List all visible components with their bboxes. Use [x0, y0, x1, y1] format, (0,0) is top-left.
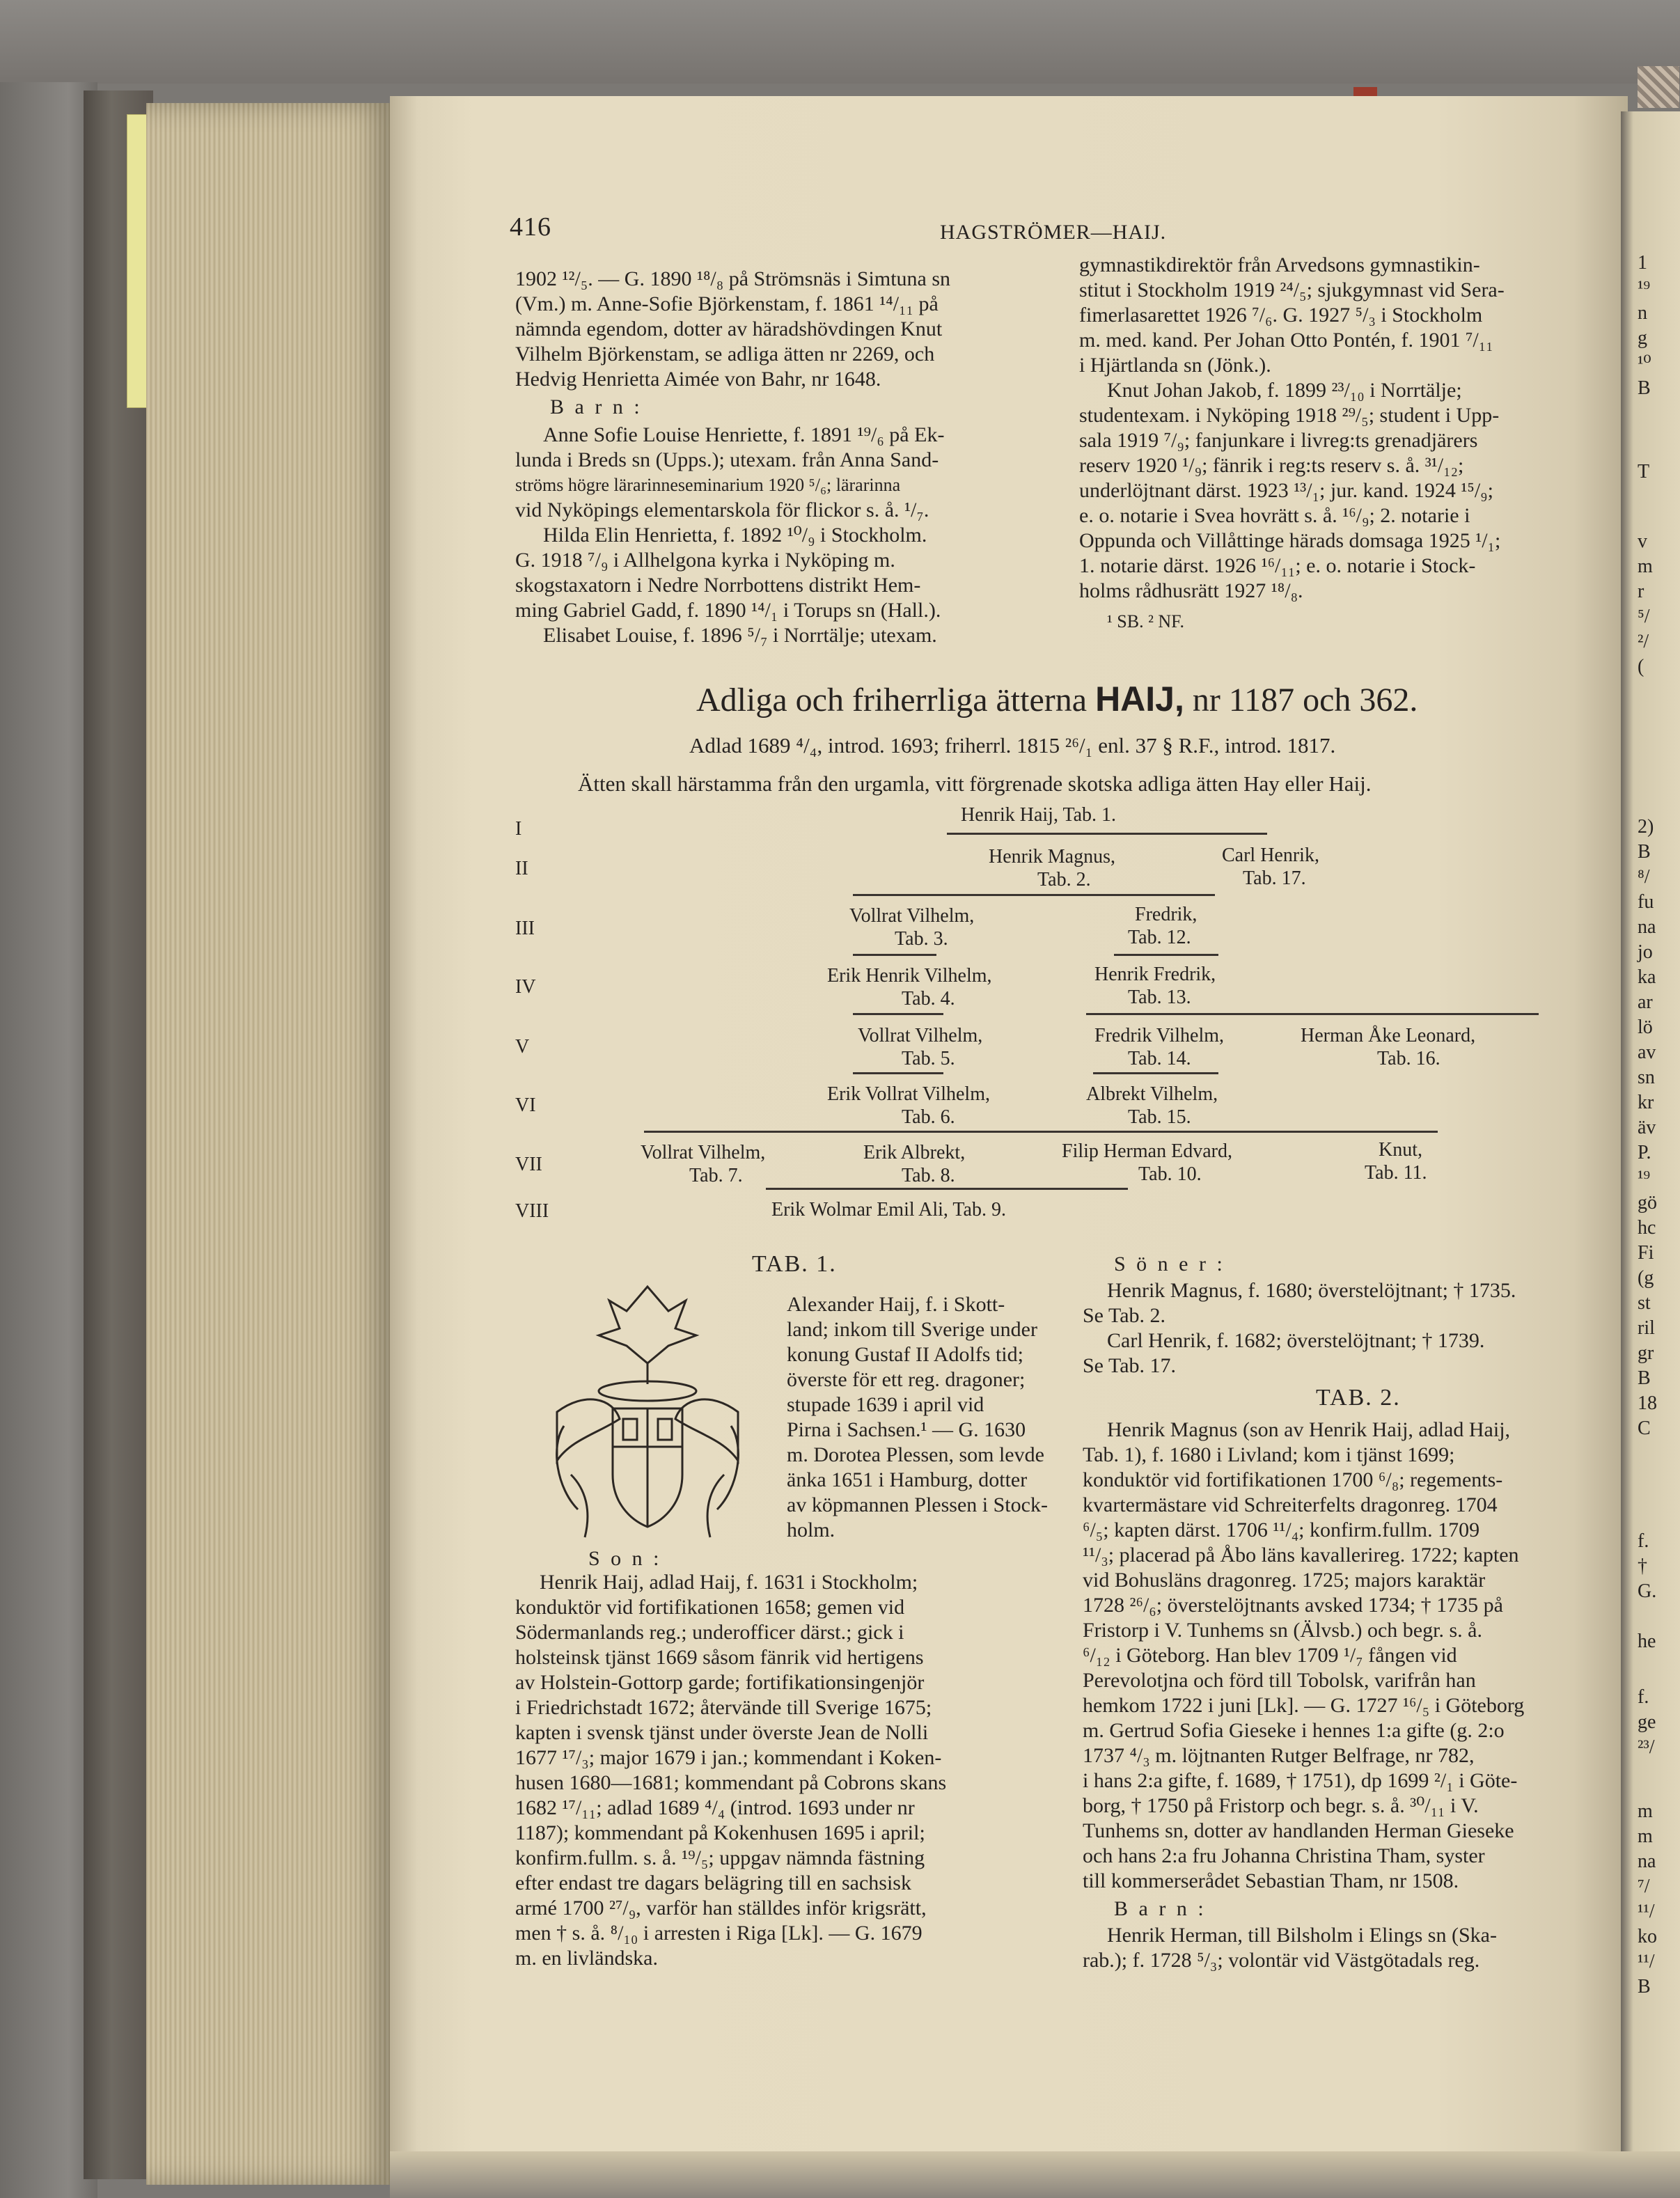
fragment-text: 1: [1638, 252, 1647, 274]
bracket: [766, 1188, 1128, 1190]
text-line: 1677 ¹⁷/₃; major 1679 i jan.; kommendant i Koken-: [515, 1746, 942, 1769]
fragment-text: n: [1638, 302, 1647, 324]
gen-node: Tab. 2.: [1037, 869, 1091, 890]
fragment-text: ril: [1638, 1317, 1655, 1339]
book-page: [390, 96, 1628, 2181]
text-line: land; inkom till Sverige under: [787, 1318, 1037, 1341]
fragment-text: jo: [1638, 941, 1653, 963]
text-line: holms rådhusrätt 1927 ¹⁸/₈.: [1079, 579, 1303, 602]
tab1-heading: TAB. 1.: [752, 1251, 837, 1277]
gen-node: Tab. 11.: [1365, 1162, 1427, 1184]
fragment-text: ¹⁹: [1638, 277, 1651, 299]
gen-node: Vollrat Vilhelm,: [849, 905, 975, 927]
gen-node: Tab. 3.: [895, 928, 948, 950]
text-line: efter endast tre dagars belägring till en sachsisk: [515, 1871, 911, 1894]
text-line: Henrik Haij, adlad Haij, f. 1631 i Stockholm;: [540, 1571, 918, 1594]
gen-node: Erik Albrekt,: [863, 1142, 966, 1163]
text-line: borg, † 1750 på Fristorp och begr. s. å. ³⁰/₁₁ i V.: [1083, 1794, 1479, 1817]
text-line: ⁶/₁₂ i Göteborg. Han blev 1709 ¹/₇ fången vid: [1083, 1644, 1457, 1667]
generation-label: II: [515, 858, 528, 879]
text-line: Alexander Haij, f. i Skott-: [787, 1293, 1005, 1316]
barn-label: B a r n :: [1114, 1897, 1207, 1920]
fragment-text: Fi: [1638, 1242, 1654, 1264]
fragment-text: ko: [1638, 1926, 1657, 1947]
text-line: stitut i Stockholm 1919 ²⁴/₅; sjukgymnast vid Sera-: [1079, 278, 1505, 301]
text-line: skogstaxatorn i Nedre Norrbottens distrikt Hem-: [515, 574, 921, 597]
text-line: 1737 ⁴/₃ m. löjtnanten Rutger Belfrage, nr 782,: [1083, 1744, 1475, 1767]
running-head: HAGSTRÖMER—HAIJ.: [940, 221, 1167, 244]
fragment-text: gr: [1638, 1342, 1654, 1364]
title-pre: Adliga och friherrliga ätterna: [696, 682, 1088, 719]
bracket: [947, 833, 1267, 835]
text-line: överste för ett reg. dragoner;: [787, 1368, 1026, 1391]
gen-node: Knut,: [1379, 1139, 1422, 1161]
fragment-text: ⁵/: [1638, 606, 1650, 627]
fragment-text: ka: [1638, 966, 1656, 988]
text-line: till kommerserådet Sebastian Tham, nr 1508.: [1083, 1869, 1459, 1892]
fragment-text: sn: [1638, 1067, 1655, 1088]
fragment-text: B: [1638, 841, 1651, 863]
text-line: Vilhelm Björkenstam, se adliga ätten nr 2269, och: [515, 343, 935, 366]
text-line: holm.: [787, 1518, 835, 1541]
gen-node: Tab. 12.: [1128, 927, 1191, 948]
text-line: änka 1651 i Hamburg, dotter: [787, 1468, 1028, 1491]
fragment-text: r: [1638, 581, 1644, 602]
text-line: underlöjtnant därst. 1923 ¹³/₁; jur. kand. 1924 ¹⁵/₉;: [1079, 479, 1493, 502]
text-line: Henrik Herman, till Bilsholm i Elings sn (Ska-: [1107, 1924, 1497, 1947]
text-line: gymnastikdirektör från Arvedsons gymnastikin-: [1079, 253, 1480, 276]
coat-of-arms-icon: [543, 1280, 752, 1551]
fragment-text: f.: [1638, 1686, 1649, 1708]
gen-node: Tab. 13.: [1128, 987, 1191, 1008]
text-line: Fristorp i V. Tunhems sn (Älvsb.) och begr. s. å.: [1083, 1619, 1482, 1642]
text-line: 1728 ²⁶/₆; överstelöjtnants avsked 1734; † 1735 på: [1083, 1594, 1503, 1617]
fragment-text: T: [1638, 461, 1650, 482]
text-line: m. med. kand. Per Johan Otto Pontén, f. 1901 ⁷/₁₁: [1079, 329, 1493, 352]
fragment-text: ²/: [1638, 631, 1649, 652]
text-line: Se Tab. 2.: [1083, 1304, 1166, 1327]
fragment-text: fu: [1638, 891, 1654, 913]
text-line: men † s. å. ⁸/₁₀ i arresten i Riga [Lk]. — G. 1679: [515, 1922, 923, 1945]
fragment-text: P.: [1638, 1142, 1651, 1163]
fragment-text: B: [1638, 1976, 1651, 1997]
generation-label: VI: [515, 1094, 536, 1116]
fragment-text: g: [1638, 327, 1647, 349]
gen-node: Tab. 8.: [902, 1165, 955, 1186]
fragment-text: kr: [1638, 1092, 1654, 1113]
text-line: Tunhems sn, dotter av handlanden Herman Gieseke: [1083, 1819, 1514, 1842]
bracket: [853, 894, 1215, 896]
fragment-text: B: [1638, 377, 1651, 399]
text-line: ströms högre lärarinneseminarium 1920 ⁵/₆; lärarinna: [515, 475, 901, 495]
text-line: Södermanlands reg.; underofficer därst.; gick i: [515, 1621, 904, 1644]
gen-node: Erik Wolmar Emil Ali, Tab. 9.: [771, 1199, 1006, 1220]
text-line: 1. notarie därst. 1926 ¹⁶/₁₁; e. o. notarie i Stock-: [1079, 554, 1476, 577]
text-line: G. 1918 ⁷/₉ i Allhelgona kyrka i Nyköping m.: [515, 549, 895, 572]
fragment-text: m: [1638, 1826, 1653, 1847]
fragment-text: v: [1638, 531, 1647, 552]
text-line: sala 1919 ⁷/₉; fanjunkare i livreg:ts grenadjärers: [1079, 429, 1478, 452]
fragment-text: gö: [1638, 1192, 1657, 1214]
soner-label: S ö n e r :: [1114, 1253, 1225, 1275]
fragment-text: na: [1638, 1851, 1656, 1872]
gen-node: Fredrik,: [1135, 904, 1198, 925]
fragment-text: 2): [1638, 816, 1654, 838]
section-title: [696, 680, 1418, 720]
text-line: konung Gustaf II Adolfs tid;: [787, 1343, 1023, 1366]
text-line: Oppunda och Villåttinge härads domsaga 1925 ¹/₁;: [1079, 529, 1501, 552]
text-line: konfirm.fullm. s. å. ¹⁹/₅; uppgav nämnda fästning: [515, 1846, 925, 1869]
section-subtitle: Adlad 1689 ⁴/₄, introd. 1693; friherrl. 1815 ²⁶/₁ enl. 37 § R.F., introd. 1817.: [689, 733, 1336, 757]
fragment-text: ge: [1638, 1711, 1656, 1733]
text-line: studentexam. i Nyköping 1918 ²⁹/₅; student i Upp-: [1079, 404, 1500, 427]
text-line: 1187); kommendant på Kokenhusen 1695 i april;: [515, 1821, 925, 1844]
text-line: Hilda Elin Henrietta, f. 1892 ¹⁰/₉ i Stockholm.: [543, 524, 927, 547]
fragment-text: ²³/: [1638, 1736, 1655, 1758]
text-line: Henrik Magnus, f. 1680; överstelöjtnant; † 1735.: [1107, 1279, 1516, 1302]
fragment-text: C: [1638, 1418, 1651, 1439]
text-line: m. Gertrud Sofia Gieseke i hennes 1:a gifte (g. 2:o: [1083, 1719, 1505, 1742]
gen-node: Erik Vollrat Vilhelm,: [827, 1083, 990, 1105]
gen-node: Henrik Magnus,: [989, 846, 1115, 868]
text-line: husen 1680—1681; kommendant på Cobrons skans: [515, 1771, 947, 1794]
text-line: m. Dorotea Plessen, som levde: [787, 1443, 1044, 1466]
background-top: [0, 0, 1680, 84]
text-line: armé 1700 ²⁷/₉, varför han ställdes inför krigsrätt,: [515, 1897, 927, 1920]
gen-node: Henrik Haij, Tab. 1.: [961, 804, 1117, 826]
gen-node: Fredrik Vilhelm,: [1094, 1025, 1225, 1046]
fragment-text: (g: [1638, 1267, 1654, 1289]
family-name: HAIJ,: [1095, 680, 1184, 719]
fragment-text: ⁷/: [1638, 1876, 1650, 1897]
corner-mark: [1638, 66, 1679, 108]
gen-node: Vollrat Vilhelm,: [858, 1025, 983, 1046]
text-line: i Friedrichstadt 1672; återvände till Sverige 1675;: [515, 1696, 932, 1719]
generation-label: III: [515, 918, 535, 939]
gen-node: Vollrat Vilhelm,: [641, 1142, 766, 1163]
text-line: nämnda egendom, dotter av häradshövdingen Knut: [515, 317, 943, 340]
fragment-text: ¹¹/: [1638, 1901, 1655, 1922]
fragment-text: f.: [1638, 1530, 1649, 1552]
fragment-text: †: [1638, 1555, 1647, 1577]
gen-node: Tab. 6.: [902, 1106, 955, 1128]
section-origin: Ätten skall härstamma från den urgamla, vitt förgrenade skotska adliga ätten Hay eller Haij.: [578, 771, 1372, 796]
text-line: Perevolotjna och förd till Tobolsk, varifrån han: [1083, 1669, 1476, 1692]
tab2-heading: TAB. 2.: [1316, 1385, 1401, 1411]
text-line: vid Nyköpings elementarskola för flickor s. å. ¹/₇.: [515, 499, 929, 521]
fragment-text: B: [1638, 1367, 1651, 1389]
fragment-text: ¹⁹: [1638, 1167, 1651, 1188]
book-board: [0, 82, 97, 2198]
gen-node: Filip Herman Edvard,: [1062, 1140, 1232, 1162]
fragment-text: G.: [1638, 1580, 1657, 1602]
bracket: [853, 1072, 943, 1074]
text-line: i Hjärtlanda sn (Jönk.).: [1079, 354, 1271, 377]
title-post: nr 1187 och 362.: [1192, 682, 1418, 719]
bracket: [1093, 1072, 1218, 1074]
text-line: (Vm.) m. Anne-Sofie Björkenstam, f. 1861 ¹⁴/₁₁ på: [515, 292, 939, 315]
barn-label: B a r n :: [550, 395, 643, 418]
text-line: e. o. notarie i Svea hovrätt s. å. ¹⁶/₉; 2. notarie i: [1079, 504, 1470, 527]
fragment-text: ⁸/: [1638, 866, 1650, 888]
text-line: av köpmannen Plessen i Stock-: [787, 1493, 1048, 1516]
gen-node: Tab. 7.: [689, 1165, 743, 1186]
gen-node: Tab. 17.: [1243, 868, 1306, 889]
text-line: reserv 1920 ¹/₉; fänrik i reg:ts reserv s. å. ³¹/₁₂;: [1079, 454, 1464, 477]
gen-node: Tab. 4.: [902, 988, 955, 1010]
fragment-text: 18: [1638, 1392, 1657, 1414]
text-line: Tab. 1), f. 1680 i Livland; kom i tjänst 1699;: [1083, 1443, 1455, 1466]
fragment-text: ¹⁰: [1638, 352, 1651, 374]
fragment-text: m: [1638, 556, 1653, 577]
text-line: Elisabet Louise, f. 1896 ⁵/₇ i Norrtälje; utexam.: [543, 624, 937, 647]
adjacent-page: [1621, 111, 1680, 2198]
generation-label: VIII: [515, 1200, 549, 1222]
text-line: lunda i Breds sn (Upps.); utexam. från Anna Sand-: [515, 448, 939, 471]
gen-node: Tab. 5.: [902, 1048, 955, 1069]
fragment-text: (: [1638, 656, 1644, 677]
text-line: Knut Johan Jakob, f. 1899 ²³/₁₀ i Norrtälje;: [1107, 379, 1462, 402]
text-line: konduktör vid fortifikationen 1700 ⁶/₈; regements-: [1083, 1468, 1503, 1491]
fragment-text: he: [1638, 1631, 1656, 1652]
generation-label: IV: [515, 976, 536, 998]
text-line: kapten i svensk tjänst under överste Jean de Nolli: [515, 1721, 929, 1744]
bracket: [1114, 954, 1218, 956]
text-line: holsteinsk tjänst 1669 såsom fänrik vid hertigens: [515, 1646, 924, 1669]
gen-node: Erik Henrik Vilhelm,: [827, 965, 992, 987]
text-line: Hedvig Henrietta Aimée von Bahr, nr 1648.: [515, 368, 881, 391]
bracket: [644, 1131, 1438, 1133]
fragment-text: av: [1638, 1042, 1656, 1063]
generation-label: I: [515, 818, 522, 840]
generation-label: V: [515, 1036, 530, 1058]
fragment-text: hc: [1638, 1217, 1656, 1239]
text-line: stupade 1639 i april vid: [787, 1393, 984, 1416]
fragment-text: na: [1638, 916, 1656, 938]
footnotes: ¹ SB. ² NF.: [1107, 611, 1185, 631]
gen-node: Albrekt Vilhelm,: [1086, 1083, 1218, 1105]
text-line: hemkom 1722 i juni [Lk]. — G. 1727 ¹⁶/₅ i Göteborg: [1083, 1694, 1525, 1717]
son-label: S o n :: [588, 1547, 662, 1570]
gen-node: Tab. 15.: [1128, 1106, 1191, 1128]
text-line: i hans 2:a gifte, f. 1689, † 1751), dp 1699 ²/₁ i Göte-: [1083, 1769, 1518, 1792]
text-line: ming Gabriel Gadd, f. 1890 ¹⁴/₁ i Torups sn (Hall.).: [515, 599, 941, 622]
fragment-text: st: [1638, 1292, 1651, 1314]
gen-node: Carl Henrik,: [1222, 845, 1319, 866]
fragment-text: lö: [1638, 1016, 1653, 1038]
bracket: [853, 954, 936, 956]
text-line: 1902 ¹²/₅. — G. 1890 ¹⁸/₈ på Strömsnäs i Simtuna sn: [515, 267, 951, 290]
bracket: [853, 1013, 943, 1015]
gen-node: Tab. 14.: [1128, 1048, 1191, 1069]
page-edges: [146, 103, 397, 2185]
text-line: och hans 2:a fru Johanna Christina Tham, syster: [1083, 1844, 1485, 1867]
page-number: 416: [510, 212, 551, 242]
fragment-text: äv: [1638, 1117, 1656, 1138]
text-line: av Holstein-Gottorp garde; fortifikationsingenjör: [515, 1671, 925, 1694]
generation-label: VII: [515, 1154, 542, 1175]
text-line: Se Tab. 17.: [1083, 1354, 1177, 1377]
gen-node: Henrik Fredrik,: [1094, 964, 1216, 985]
bottom-shadow: [390, 2151, 1680, 2198]
text-line: Anne Sofie Louise Henriette, f. 1891 ¹⁹/₆ på Ek-: [543, 423, 945, 446]
text-line: 1682 ¹⁷/₁₁; adlad 1689 ⁴/₄ (introd. 1693 under nr: [515, 1796, 915, 1819]
text-line: kvartermästare vid Schreiterfelts dragonreg. 1704: [1083, 1493, 1498, 1516]
text-line: Henrik Magnus (son av Henrik Haij, adlad Haij,: [1107, 1418, 1511, 1441]
gen-node: Herman Åke Leonard,: [1301, 1025, 1476, 1046]
text-line: fimerlasarettet 1926 ⁷/₆. G. 1927 ⁵/₃ i Stockholm: [1079, 304, 1483, 327]
gen-node: Tab. 16.: [1377, 1048, 1440, 1069]
gen-node: Tab. 10.: [1138, 1163, 1202, 1185]
text-line: ⁶/₅; kapten därst. 1706 ¹¹/₄; konfirm.fullm. 1709: [1083, 1518, 1480, 1541]
fragment-text: ar: [1638, 991, 1653, 1013]
text-line: Pirna i Sachsen.¹ — G. 1630: [787, 1418, 1026, 1441]
text-line: vid Bohusläns dragonreg. 1725; majors karaktär: [1083, 1569, 1486, 1592]
text-line: ¹¹/₃; placerad på Åbo läns kavallerireg. 1722; kapten: [1083, 1544, 1519, 1567]
bracket: [1086, 1013, 1539, 1015]
text-line: konduktör vid fortifikationen 1658; gemen vid: [515, 1596, 905, 1619]
text-line: m. en livländska.: [515, 1947, 658, 1970]
text-line: rab.); f. 1728 ⁵/₃; volontär vid Västgötadals reg.: [1083, 1949, 1480, 1972]
text-line: Carl Henrik, f. 1682; överstelöjtnant; † 1739.: [1107, 1329, 1485, 1352]
fragment-text: ¹¹/: [1638, 1951, 1655, 1972]
fragment-text: m: [1638, 1800, 1653, 1822]
